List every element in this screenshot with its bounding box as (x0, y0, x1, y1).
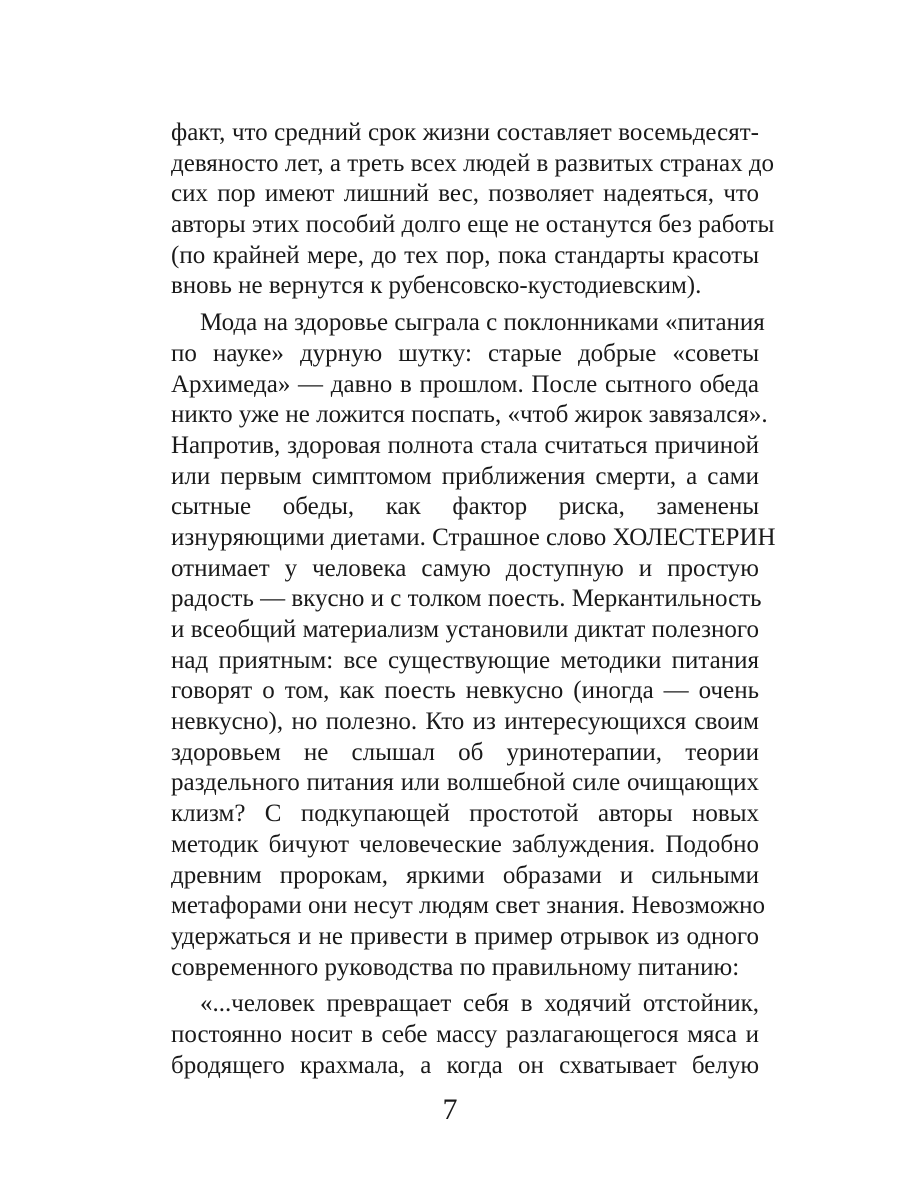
text-line: раздельного питания или волшебной силе очищающих (171, 769, 759, 797)
page-number: 7 (442, 1093, 458, 1126)
text-line: метафорами они несут людям свет знания. Невозможно (171, 892, 765, 920)
text-line: невкусно), но полезно. Кто из интересующихся своим (171, 708, 759, 736)
text-line: отнимает у человека самую доступную и простую (171, 554, 759, 582)
text-line: сих пор имеют лишний вес, позволяет надеяться, что (171, 180, 759, 208)
text-line: удержаться и не привести в пример отрывок из одного (171, 922, 759, 950)
body-text (171, 118, 776, 1081)
text-line: «...человек превращает себя в ходячий отстойник, (200, 990, 759, 1018)
text-line: сытные обеды, как фактор риска, заменены (171, 493, 759, 521)
text-line: авторы этих пособий долго еще не останутся без работы (171, 211, 775, 239)
text-line: бродящего крахмала, а когда он схватывает белую (171, 1051, 759, 1079)
text-line: Напротив, здоровая полнота стала считаться причиной (171, 431, 759, 459)
text-line: вновь не вернутся к рубенсовско-кустодиевским). (171, 272, 702, 300)
text-line: методик бичуют человеческие заблуждения. Подобно (171, 830, 759, 858)
text-line: клизм? С подкупающей простотой авторы новых (171, 800, 759, 828)
text-line: изнуряющими диетами. Страшное слово ХОЛЕСТЕРИН (171, 523, 776, 551)
text-line: здоровьем не слышал об уринотерапии, теории (171, 738, 759, 766)
text-line: древним пророкам, яркими образами и сильными (171, 861, 759, 889)
text-line: (по крайней мере, до тех пор, пока стандарты красоты (171, 241, 759, 269)
text-line: постоянно носит в себе массу разлагающегося мяса и (171, 1020, 759, 1048)
text-line: или первым симптомом приближения смерти, а сами (171, 462, 759, 490)
text-line: девяносто лет, а треть всех людей в развитых странах до (171, 149, 775, 177)
text-line: радость — вкусно и с толком поесть. Меркантильность (171, 585, 762, 613)
text-line: современного руководства по правильному питанию: (171, 953, 740, 981)
text-line: по науке» дурную шутку: старые добрые «советы (171, 339, 759, 367)
text-line: над приятным: все существующие методики питания (171, 646, 759, 674)
text-line: Архимеда» — давно в прошлом. После сытного обеда (171, 370, 759, 398)
text-line: никто уже не ложится поспать, «чтоб жирок завязался». (171, 401, 768, 429)
text-line: Мода на здоровье сыграла с поклонниками «питания (200, 309, 765, 337)
text-line: факт, что средний срок жизни составляет восемьдесят- (171, 119, 759, 146)
text-line: говорят о том, как поесть невкусно (иногда — очень (171, 677, 759, 705)
text-line: и всеобщий материализм установили диктат полезного (171, 616, 759, 643)
